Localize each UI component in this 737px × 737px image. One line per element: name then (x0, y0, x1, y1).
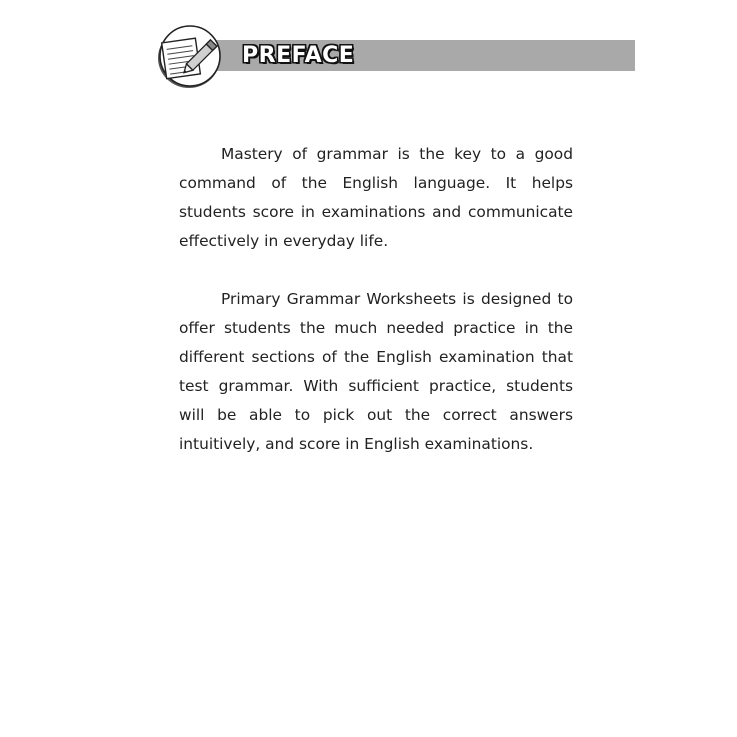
preface-body (179, 140, 573, 488)
page-title: PREFACE (242, 43, 355, 68)
paper-and-pencil-icon (154, 24, 224, 90)
paragraph: Primary Grammar Worksheets is designed to offer students the much needed practice in the different sections of the English examination that test grammar. With sufficient practice, students will be able to pick out the correct answers intuitively, and score in English examinations. (179, 290, 573, 453)
paragraph: Mastery of grammar is the key to a good command of the English language. It helps students score in examinations and communicate effectively in everyday life. (179, 145, 573, 250)
